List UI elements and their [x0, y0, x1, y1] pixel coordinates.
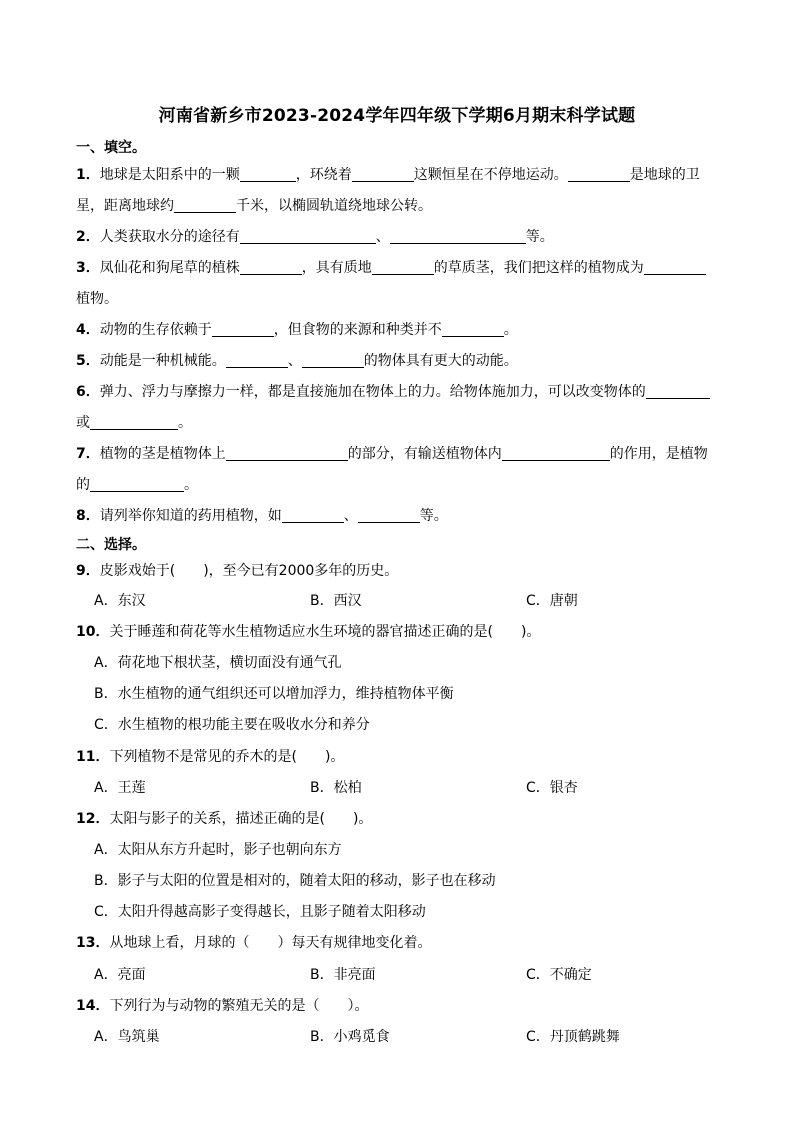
question-number: 13． [76, 935, 110, 951]
question-text: 的草质茎，我们把这样的植物成为 [433, 260, 644, 276]
question-text: 请列举你知道的药用植物，如 [99, 508, 282, 524]
question-3 [76, 258, 736, 278]
question-text: 等。 [419, 508, 448, 524]
question-number: 9． [76, 563, 100, 579]
option-b[interactable]: B．影子与太阳的位置是相对的，随着太阳的移动，影子也在移动 [94, 873, 496, 889]
question-text: 植物的茎是植物体上 [99, 446, 226, 462]
question-9 [76, 561, 736, 581]
question-text: 皮影戏始于( )，至今已有2000多年的历史。 [99, 563, 399, 579]
question-number: 14． [76, 998, 110, 1014]
question-1-cont [76, 196, 736, 216]
answer-blank[interactable] [282, 507, 344, 523]
question-text: 等。 [525, 229, 554, 245]
question-text: 、 [375, 229, 390, 245]
question-number: 7． [76, 446, 100, 462]
option-c[interactable]: C．不确定 [526, 967, 592, 983]
option-b[interactable]: B．西汉 [310, 593, 362, 609]
question-text: 下列行为与动物的繁殖无关的是（ ）。 [109, 998, 369, 1014]
question-text: 人类获取水分的途径有 [99, 229, 240, 245]
question-text: 凤仙花和狗尾草的植株 [99, 260, 240, 276]
question-text: 的物体具有更大的动能。 [363, 353, 518, 369]
question-text: ，环绕着 [295, 167, 352, 183]
question-8 [76, 506, 736, 526]
question-text: 。 [178, 415, 192, 431]
option-b[interactable]: B．小鸡觅食 [310, 1029, 390, 1045]
answer-blank[interactable] [372, 259, 434, 275]
question-number: 8． [76, 508, 100, 524]
question-7 [76, 444, 736, 464]
option-a[interactable]: A．亮面 [94, 967, 146, 983]
option-a[interactable]: A．王莲 [94, 780, 146, 796]
question-text: 这颗恒星在不停地运动。 [413, 167, 568, 183]
question-text: 、 [343, 508, 358, 524]
question-2 [76, 227, 736, 247]
section-multiple-choice: 二、选择。 [76, 537, 146, 553]
answer-blank[interactable] [90, 414, 178, 430]
question-10 [76, 622, 736, 642]
option-a[interactable]: A．荷花地下根状茎，横切面没有通气孔 [94, 655, 342, 671]
question-text: 的 [76, 477, 90, 493]
question-text: 地球是太阳系中的一颗 [99, 167, 240, 183]
answer-blank[interactable] [174, 197, 236, 213]
question-11 [76, 747, 736, 767]
question-number: 5． [76, 353, 100, 369]
question-text: 是地球的卫 [629, 167, 700, 183]
answer-blank[interactable] [212, 321, 274, 337]
question-text: 的作用，是植物 [609, 446, 708, 462]
question-text: 、 [287, 353, 302, 369]
question-text: 动能是一种机械能。 [99, 353, 226, 369]
question-text: 弹力、浮力与摩擦力一样，都是直接施加在物体上的力。给物体施加力，可以改变物体的 [99, 384, 646, 400]
question-number: 11． [76, 749, 110, 765]
question-text: 千米，以椭圆轨道绕地球公转。 [236, 198, 432, 214]
question-13 [76, 933, 736, 953]
answer-blank[interactable] [502, 445, 610, 461]
option-c[interactable]: C．银杏 [526, 780, 578, 796]
question-text: 动物的生存依赖于 [99, 322, 212, 338]
question-text: 。 [184, 477, 198, 493]
option-a[interactable]: A．太阳从东方升起时，影子也朝向东方 [94, 842, 342, 858]
answer-blank[interactable] [352, 166, 414, 182]
question-3-cont [76, 289, 736, 309]
question-5 [76, 351, 736, 371]
option-c[interactable]: C．丹顶鹤跳舞 [526, 1029, 620, 1045]
answer-blank[interactable] [358, 507, 420, 523]
question-6-cont [76, 413, 736, 433]
answer-blank[interactable] [390, 228, 526, 244]
question-7-cont [76, 475, 736, 495]
option-b[interactable]: B．松柏 [310, 780, 362, 796]
question-text: 。 [503, 322, 518, 338]
option-b[interactable]: B．水生植物的通气组织还可以增加浮力，维持植物体平衡 [94, 686, 454, 702]
question-number: 1． [76, 167, 100, 183]
question-number: 4． [76, 322, 100, 338]
option-c[interactable]: C．太阳升得越高影子变得越长，且影子随着太阳移动 [94, 904, 426, 920]
question-text: ，具有质地 [301, 260, 372, 276]
question-number: 3． [76, 260, 100, 276]
question-6 [76, 382, 736, 402]
question-number: 12． [76, 811, 110, 827]
section-fill-in: 一、填空。 [76, 140, 146, 156]
question-text: ，但食物的来源和种类并不 [273, 322, 442, 338]
option-a[interactable]: A．鸟筑巢 [94, 1029, 160, 1045]
question-number: 2． [76, 229, 100, 245]
question-1 [76, 165, 736, 185]
answer-blank[interactable] [240, 166, 296, 182]
option-b[interactable]: B．非亮面 [310, 967, 376, 983]
question-text: 植物。 [76, 291, 118, 307]
question-text: 或 [76, 415, 90, 431]
answer-blank[interactable] [226, 445, 348, 461]
question-text: 关于睡莲和荷花等水生植物适应水生环境的器官描述正确的是( )。 [109, 624, 541, 640]
question-text: 的部分，有输送植物体内 [347, 446, 502, 462]
answer-blank[interactable] [90, 476, 184, 492]
answer-blank[interactable] [240, 228, 376, 244]
question-number: 10． [76, 624, 110, 640]
question-text: 太阳与影子的关系，描述正确的是( )。 [109, 811, 373, 827]
question-text: 星，距离地球约 [76, 198, 174, 214]
question-number: 6． [76, 384, 100, 400]
answer-blank[interactable] [644, 259, 706, 275]
question-12 [76, 809, 736, 829]
question-text: 从地球上看，月球的（ ）每天有规律地变化着。 [109, 935, 432, 951]
answer-blank[interactable] [646, 383, 710, 399]
option-c[interactable]: C．水生植物的根功能主要在吸收水分和养分 [94, 717, 370, 733]
option-c[interactable]: C．唐朝 [526, 593, 578, 609]
answer-blank[interactable] [226, 352, 288, 368]
answer-blank[interactable] [302, 352, 364, 368]
answer-blank[interactable] [442, 321, 504, 337]
answer-blank[interactable] [240, 259, 302, 275]
question-4 [76, 320, 736, 340]
question-text: 下列植物不是常见的乔木的是( )。 [109, 749, 345, 765]
question-14 [76, 996, 736, 1016]
page-title: 河南省新乡市2023-2024学年四年级下学期6月期末科学试题 [158, 106, 636, 126]
answer-blank[interactable] [568, 166, 630, 182]
option-a[interactable]: A．东汉 [94, 593, 146, 609]
